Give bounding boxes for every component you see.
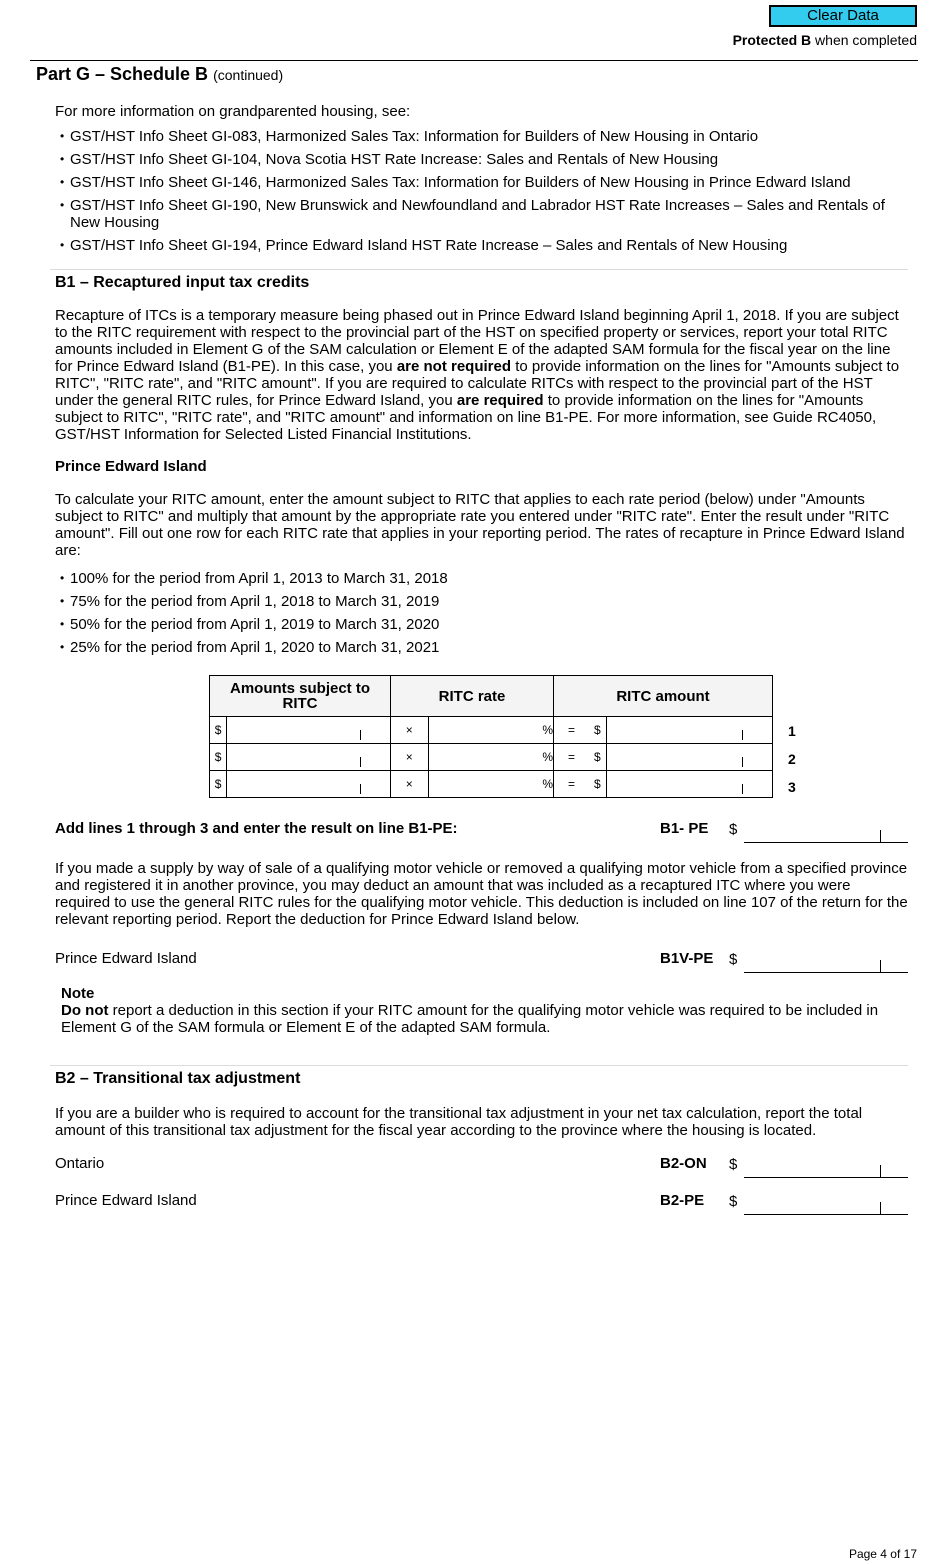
b1-para-d: are required (456, 392, 544, 409)
currency-symbol: $ (210, 717, 227, 744)
field-tick (742, 757, 743, 767)
pei-paragraph: To calculate your RITC amount, enter the amount subject to RITC that applies to each rate period (below) under "Amounts subject to RITC" and multiply that amount by the appropriate rate you entered under "RITC rate". Enter the result under "RITC amount". Fill out one row for each RITC rate that applies in your reporting period. The rates of recapture in Prince Edward Island are: (55, 491, 905, 559)
currency-symbol: $ (729, 1193, 738, 1210)
pei-heading: Prince Edward Island (55, 458, 207, 475)
b2-title: B2 – Transitional tax adjustment (55, 1070, 301, 1087)
b1v-pe-code: B1V-PE (660, 950, 714, 967)
section-divider-b1 (50, 269, 908, 270)
times-symbol: × (391, 717, 429, 744)
page-number: Page 4 of 17 (848, 1547, 917, 1561)
note-block (61, 985, 911, 1036)
b1-title: B1 – Recaptured input tax credits (55, 274, 310, 291)
times-symbol: × (391, 744, 429, 771)
field-tick (880, 960, 881, 972)
b1-para-c: to provide information on the lines for "Amounts subject to RITC", "RITC rate", and "RITC amount". If you are required to calculate RITCs with respect to the provincial part of the HST under the general RITC rules, for Prince Edward Island, you (55, 358, 900, 409)
amount-subject-input[interactable] (227, 771, 391, 798)
motor-vehicle-paragraph: If you made a supply by way of sale of a qualifying motor vehicle or removed a qualifying motor vehicle from a specified province and registered it in another province, you may deduct an amount that was included as a recaptured ITC where you were required to use the general RITC rules for the qualifying motor vehicle. This deduction is included on line 107 of the return for the relevant reporting period. Report the deduction for Prince Edward Island below. (55, 860, 908, 928)
ritc-rate-input[interactable] (428, 771, 553, 798)
b1-pe-input[interactable] (744, 821, 908, 843)
col-header-amounts: Amounts subject to RITC (210, 676, 391, 717)
b1-para-b: are not required (396, 358, 512, 375)
list-item: • 75% for the period from April 1, 2018 to March 31, 2019 (60, 593, 905, 610)
currency-symbol: $ (210, 771, 227, 798)
list-item: • GST/HST Info Sheet GI-083, Harmonized Sales Tax: Information for Builders of New Housing in Ontario (60, 128, 905, 145)
ritc-rate-input[interactable] (428, 717, 553, 744)
currency-symbol: $ (210, 744, 227, 771)
part-title (36, 64, 283, 85)
currency-symbol: $ (729, 821, 738, 838)
b1-paragraph (55, 307, 908, 443)
ritc-rate-input[interactable] (428, 744, 553, 771)
b2-on-input[interactable] (744, 1156, 908, 1178)
ritc-amount-input[interactable] (606, 744, 772, 771)
currency-symbol: $ (589, 744, 606, 771)
list-item: • GST/HST Info Sheet GI-104, Nova Scotia HST Rate Increase: Sales and Rentals of New Housing (60, 151, 905, 168)
header-divider (30, 60, 918, 61)
list-item: • GST/HST Info Sheet GI-190, New Brunswick and Newfoundland and Labrador HST Rate Increases – Sales and Rentals of New Housing (60, 197, 905, 231)
b2-on-label: Ontario (55, 1155, 105, 1172)
b1v-pe-label: Prince Edward Island (55, 950, 197, 967)
line-number-1: 1 (788, 723, 796, 739)
b2-pe-code: B2-PE (660, 1192, 705, 1209)
rates-list (60, 570, 905, 656)
add-lines-label: Add lines 1 through 3 and enter the result on line B1-PE: (55, 820, 458, 837)
equals-symbol: = (554, 771, 590, 798)
list-item: • 25% for the period from April 1, 2020 to March 31, 2021 (60, 639, 905, 656)
ritc-table (209, 675, 773, 798)
protected-notice (733, 32, 917, 48)
table-row (210, 744, 773, 771)
col-header-rate: RITC rate (391, 676, 554, 717)
percent-symbol: % (542, 723, 553, 737)
clear-data-button[interactable]: Clear Data (769, 5, 917, 27)
field-tick (880, 830, 881, 842)
note-rest: report a deduction in this section if your RITC amount for the qualifying motor vehicle was required to be included in Element G of the SAM formula or Element E of the adapted SAM formula. (61, 1002, 879, 1036)
b1-para-e: to provide information on the lines for "Amounts subject to RITC", "RITC rate", and "RITC amount" and information on line B1-PE. For more information, see Guide RC4050, GST/HST Information for Selected Listed Financial Institutions. (55, 392, 877, 443)
currency-symbol: $ (729, 951, 738, 968)
b1-pe-code: B1- PE (660, 820, 709, 837)
field-tick (742, 784, 743, 794)
protected-label: Protected B (732, 32, 812, 48)
table-row (210, 771, 773, 798)
b2-paragraph: If you are a builder who is required to account for the transitional tax adjustment in your net tax calculation, report the total amount of this transitional tax adjustment for the fiscal year according to the province where the housing is located. (55, 1105, 863, 1139)
equals-symbol: = (554, 717, 590, 744)
col-header-amount: RITC amount (554, 676, 773, 717)
percent-symbol: % (542, 750, 553, 764)
ritc-amount-input[interactable] (606, 771, 772, 798)
list-item: • 100% for the period from April 1, 2013 to March 31, 2018 (60, 570, 905, 587)
currency-symbol: $ (729, 1156, 738, 1173)
percent-symbol: % (542, 777, 553, 791)
field-tick (360, 784, 361, 794)
amount-subject-input[interactable] (227, 717, 391, 744)
note-title: Note (61, 985, 95, 1002)
b2-pe-label: Prince Edward Island (55, 1192, 197, 1209)
part-title-text: Part G – Schedule B (36, 64, 209, 84)
list-item: • GST/HST Info Sheet GI-146, Harmonized Sales Tax: Information for Builders of New Housing in Prince Edward Island (60, 174, 905, 191)
note-bold: Do not (61, 1002, 109, 1019)
currency-symbol: $ (589, 717, 606, 744)
currency-symbol: $ (589, 771, 606, 798)
grandparented-list (60, 128, 905, 254)
section-divider-b2 (50, 1065, 908, 1066)
protected-suffix: when completed (811, 32, 917, 48)
table-row (210, 717, 773, 744)
field-tick (742, 730, 743, 740)
line-number-3: 3 (788, 779, 796, 795)
note-text (61, 1002, 911, 1036)
list-item: • 50% for the period from April 1, 2019 to March 31, 2020 (60, 616, 905, 633)
grandparented-intro: For more information on grandparented housing, see: (55, 103, 411, 120)
field-tick (360, 730, 361, 740)
equals-symbol: = (554, 744, 590, 771)
part-subtitle: (continued) (213, 67, 284, 83)
amount-subject-input[interactable] (227, 744, 391, 771)
list-item: • GST/HST Info Sheet GI-194, Prince Edward Island HST Rate Increase – Sales and Rentals of New Housing (60, 237, 905, 254)
b1v-pe-input[interactable] (744, 951, 908, 973)
field-tick (360, 757, 361, 767)
b2-pe-input[interactable] (744, 1193, 908, 1215)
line-number-2: 2 (788, 751, 796, 767)
ritc-amount-input[interactable] (606, 717, 772, 744)
field-tick (880, 1202, 881, 1214)
field-tick (880, 1165, 881, 1177)
b2-on-code: B2-ON (660, 1155, 707, 1172)
b1-para-a: Recapture of ITCs is a temporary measure being phased out in Prince Edward Island beginning April 1, 2018. If you are subject to the RITC requirement with respect to the provincial part of the HST on specified property or services, report your total RITC amounts included in Element G of the SAM calculation or Element E of the adapted SAM formula for the fiscal year on the line for Prince Edward Island (B1-PE). In this case, you (55, 307, 899, 375)
times-symbol: × (391, 771, 429, 798)
